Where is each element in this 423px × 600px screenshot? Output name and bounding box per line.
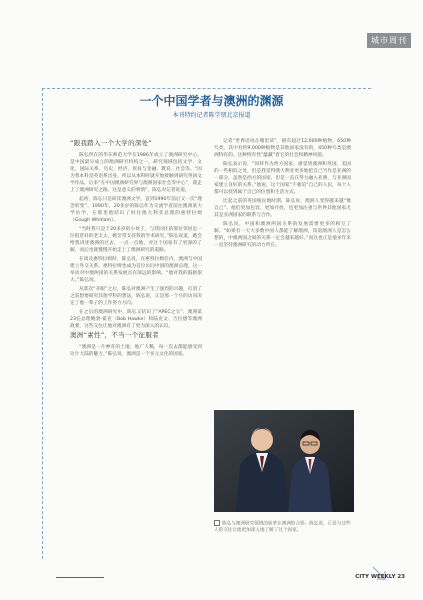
paragraph: 在之后的澳洲研究中，陈弘又结识了“APEC之父”、澳洲第23任总理鲍勃·霍克（Bob Hawke）和陆克文、吉拉德等澳洲政要，这些交往让他对澳洲有了更为深入的认识。 [70, 310, 202, 329]
article-byline: 本刊特约记者陈学朋北京报道 [172, 112, 251, 119]
article-photo [214, 410, 354, 512]
paragraph: 从那次“开眼”之后，陈弘对澳洲产生了强烈的兴趣，打消了之前想要研究其他学科的想法，陈弘说，正是那一个月的访问决定了他一辈子的工作努力方向。 [70, 287, 202, 306]
magazine-logo: 城市周刊 [367, 33, 411, 48]
article-title: 一个中国学者与澳洲的渊源 [139, 94, 284, 108]
paragraph: 比起之前的英国殖民地时期，陈弘说，澳洲人变得越来越“像自己”。他们更加包容，更加开放，也更加注重与世界其他国家尤其是亚洲国家的联系与合作。 [214, 199, 351, 218]
paragraph: “澳洲是一片神奇的土地，地广人稀，每一次去都能感受到这片大陆的魅力。”陈弘说，澳洲是一个多元文化的国家。 [70, 345, 202, 357]
paragraph: 起初，陈弘只是研读澳洲文学，直到1990年前后又一次“理念转变”。1990年，20多岁的陈弘作为交流学者前往澳洲某大学访学，在那里他结识了时任澳大利亚总理的惠特拉姆（Gough Whitlam）。 [70, 197, 202, 223]
caption-text: 陈弘与澳洲研究领域的前辈在澳洲的合影。陈弘说，正是与这些人的交往让他更加深入地了解了这个国家。 [214, 521, 351, 533]
paragraph: 陈弘表示说，“同样作为西方国家，感觉到澳洲和英国、美国的一些相似之处，但是我觉得澳大利亚更多地把自己当作是亚洲的一部分，虽然是西方的国家，但是一直在努力融入亚洲，与亚洲国家建立良好的关系。”他说，这个国家“不强迫”自己的人民，每个人都可以找到属于自己的位置和生活方式。 [214, 162, 351, 195]
caption-square-icon [214, 520, 220, 526]
paragraph: 记者“世界话说在哪里读”，拥有超过12,000种植物、650种鸟类。其中有约9,000种植物是其他国家没有的，450种鸟类是澳洲特有的。这种特有性“蕴藏”着它的社会和精神风貌。 [214, 139, 351, 158]
section-subhead: 澳洲“素性”，不当一个征服者 [70, 331, 159, 339]
left-column [70, 138, 202, 360]
section-subhead: “跟我踏入一个大学的深处” [70, 139, 153, 147]
paragraph: 在谈及惠特拉姆时，陈弘说，在惠特拉姆任内，澳洲与中国建立外交关系，惠特拉姆也成为首位访问中国的澳洲总理，这一举动对中澳两国的关系发展具有深远的影响。“他对我的鼓励很大。”陈弘说。 [70, 257, 202, 283]
paragraph: “当时我只是个20多岁的小伙子，与我同住的那位邻居是一位很慈祥的老太太，她非常支持我的学术研究。”陈弘说道，她会给我讲述澳洲的过去，一点一点地，对这个国家有了更深的了解，而后也就慢慢开始走上了澳洲研究的道路。 [70, 227, 202, 253]
footer-rule [56, 577, 104, 578]
photo-caption [214, 520, 352, 535]
photo-illustration [214, 410, 354, 512]
paragraph: 陈弘所在的华东师范大学在1986年成立了澳洲研究中心，是中国最早成立的澳洲研究机构之一，研究领域包括文学、文化、国际关系、历史、经济、贸易与金融、教育、社会等。“因为我本科是英语系出身，所以从本科时就开始接触到研究英国文学作品，后来“在中国澳洲研究界与澳洲国家社会等中心”，就走上了澳洲研究之路。这是意义的事情”，陈弘对记者说道。 [70, 153, 202, 193]
right-column [214, 138, 351, 251]
page-footer: CITY WEEKLY 23 [355, 574, 405, 580]
paragraph: 陈弘说，中国和澳洲两国关系的发展需要更多的相互了解。“如果有一天大多数中国人都能了解澳洲，知道澳洲人是怎么想的，中澳两国之间的关系一定会越来越好。”而这也正是他多年来一直坚持澳洲研究的动力所在。 [214, 222, 351, 248]
